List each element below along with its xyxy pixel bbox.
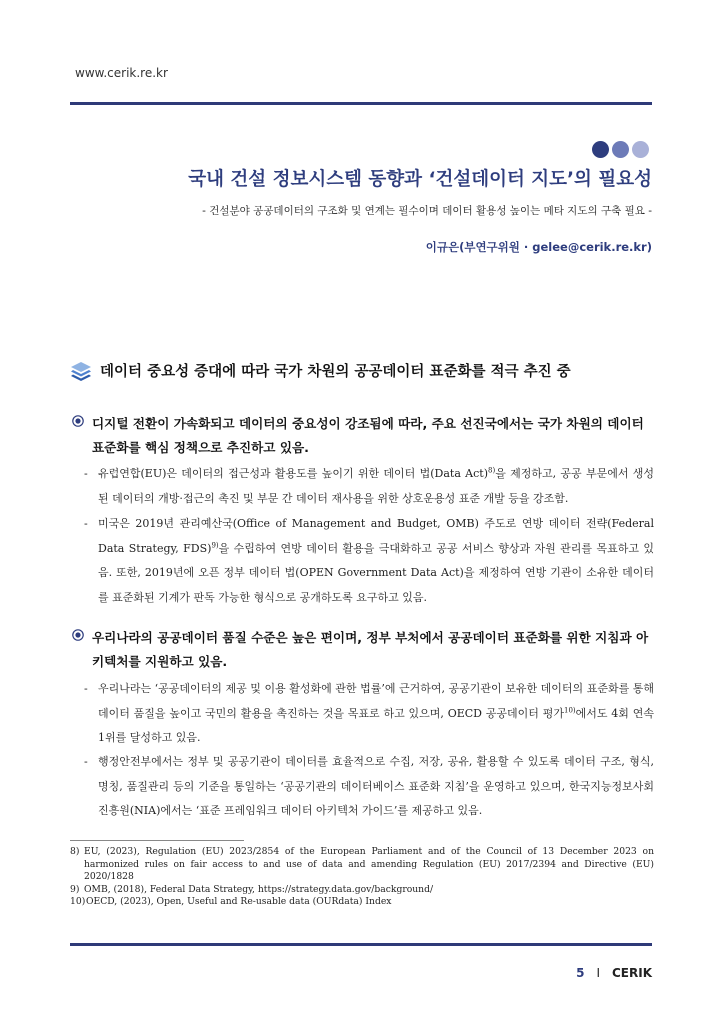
dot-icon	[592, 141, 609, 158]
sub-text-part: 행정안전부에서는 정부 및 공공기관이 데이터를 효율적으로 수집, 저장, 공유, 활용할 수 있도록 데이터 구조, 형식, 명칭, 품질관리 등의 기준을 통일하는 ‘공공기관의 데이터베이스 표준화 지침’을 운영하고 있으며, 한국지능정보사회진흥원(NIA)에서는 ‘표준 프레임워크 데이터 아키텍처 가이드’를 제공하고 있음.	[98, 755, 654, 817]
footer-rule	[70, 943, 652, 946]
footnote	[70, 884, 654, 897]
article-title: 국내 건설 정보시스템 동향과 ‘건설데이터 지도’의 필요성	[188, 169, 652, 190]
footer-separator: I	[596, 966, 600, 980]
dot-icon	[612, 141, 629, 158]
section-title: 데이터 중요성 증대에 따라 국가 차원의 공공데이터 표준화를 적극 추진 중	[100, 364, 571, 380]
sub-text	[98, 750, 654, 824]
page-number: 5	[576, 966, 585, 980]
footer-brand: CERIK	[611, 966, 652, 980]
footnote-ref[interactable]: 9)	[211, 540, 219, 549]
article-author: 이규은(부연구위원 · gelee@cerik.re.kr)	[425, 240, 652, 254]
footnote-number: 8)	[70, 846, 80, 857]
header-rule	[70, 102, 652, 105]
dash-marker: -	[84, 517, 88, 530]
footnote-text: EU, (2023), Regulation (EU) 2023/2854 of the European Parliament and of the Council of 13 December 2023 on harmonized rules on fair access to and use of data and amending Regulation (EU) 2017/2394 and Directive (EU) 2020/1828	[84, 846, 654, 883]
footnote-text[interactable]: OMB, (2018), Federal Data Strategy, https://strategy.data.gov/background/	[84, 883, 434, 895]
footnote-ref[interactable]: 8)	[488, 466, 496, 475]
article-subtitle: - 건설분야 공공데이터의 구조화 및 연계는 필수이며 데이터 활용성 높이는 메타 지도의 구축 필요 -	[202, 205, 652, 217]
dash-marker: -	[84, 755, 88, 768]
sub-text	[98, 677, 654, 751]
bullet-point	[72, 626, 654, 674]
sub-point	[84, 750, 654, 824]
site-url[interactable]: www.cerik.re.kr	[75, 66, 168, 80]
footnote	[70, 846, 654, 884]
footnote-ref[interactable]: 10)	[563, 705, 576, 714]
footnote-text: OECD, (2023), Open, Useful and Re-usable data (OURdata) Index	[86, 896, 392, 908]
section-heading	[70, 360, 571, 381]
page-footer	[576, 966, 652, 980]
footnotes	[70, 846, 654, 909]
footnote-number: 10)	[70, 896, 86, 908]
sub-text-part: 에서도 4회 연속 1위를 달성하고 있음.	[98, 706, 654, 744]
footnote	[70, 896, 654, 909]
sub-text-part: 미국은 2019년 관리예산국(Office of Management and Budget, OMB) 주도로 연방 데이터 전략(Federal Data Strategy, FDS)	[98, 517, 654, 555]
sub-point	[84, 677, 654, 751]
sub-text-part: 을 제정하고, 공공 부문에서 생성된 데이터의 개방·접근의 촉진 및 부문 간 데이터 재사용을 위한 상호운용성 표준 개발 등을 강조함.	[98, 467, 655, 505]
circle-bullet-icon	[72, 415, 84, 427]
dash-marker: -	[84, 467, 88, 480]
sub-point	[84, 462, 654, 511]
sub-text	[98, 512, 654, 610]
bullet-point	[72, 412, 654, 460]
footnote-number: 9)	[70, 883, 80, 895]
footnote-divider	[70, 840, 244, 841]
sub-text	[98, 462, 654, 511]
dash-marker: -	[84, 682, 88, 695]
bullet-text: 디지털 전환이 가속화되고 데이터의 중요성이 강조됨에 따라, 주요 선진국에서는 국가 차원의 데이터 표준화를 핵심 정책으로 추진하고 있음.	[92, 416, 644, 455]
sub-point	[84, 512, 654, 610]
dot-icon	[632, 141, 649, 158]
decorative-dots	[592, 141, 649, 158]
sub-text-part: 유럽연합(EU)은 데이터의 접근성과 활용도를 높이기 위한 데이터 법(Data Act)	[98, 467, 488, 480]
circle-bullet-icon	[72, 629, 84, 641]
bullet-text: 우리나라의 공공데이터 품질 수준은 높은 편이며, 정부 부처에서 공공데이터 표준화를 위한 지침과 아키텍처를 지원하고 있음.	[92, 630, 649, 669]
layers-icon	[70, 361, 92, 381]
sub-text-part: 을 수립하여 연방 데이터 활용을 극대화하고 공공 서비스 향상과 자원 관리를 목표하고 있음. 또한, 2019년에 오픈 정부 데이터 법(OPEN Government Data Act)을 제정하여 연방 기관이 소유한 데이터를 표준화된 기계가 판독 가능한 형식으로 공개하도록 요구하고 있음.	[98, 541, 654, 604]
sub-text-part: 우리나라는 ‘공공데이터의 제공 및 이용 활성화에 관한 법률’에 근거하여, 공공기관이 보유한 데이터의 표준화를 통해 데이터 품질을 높이고 국민의 활용을 촉진하는 것을 목표로 하고 있으며, OECD 공공데이터 평가	[98, 682, 654, 720]
